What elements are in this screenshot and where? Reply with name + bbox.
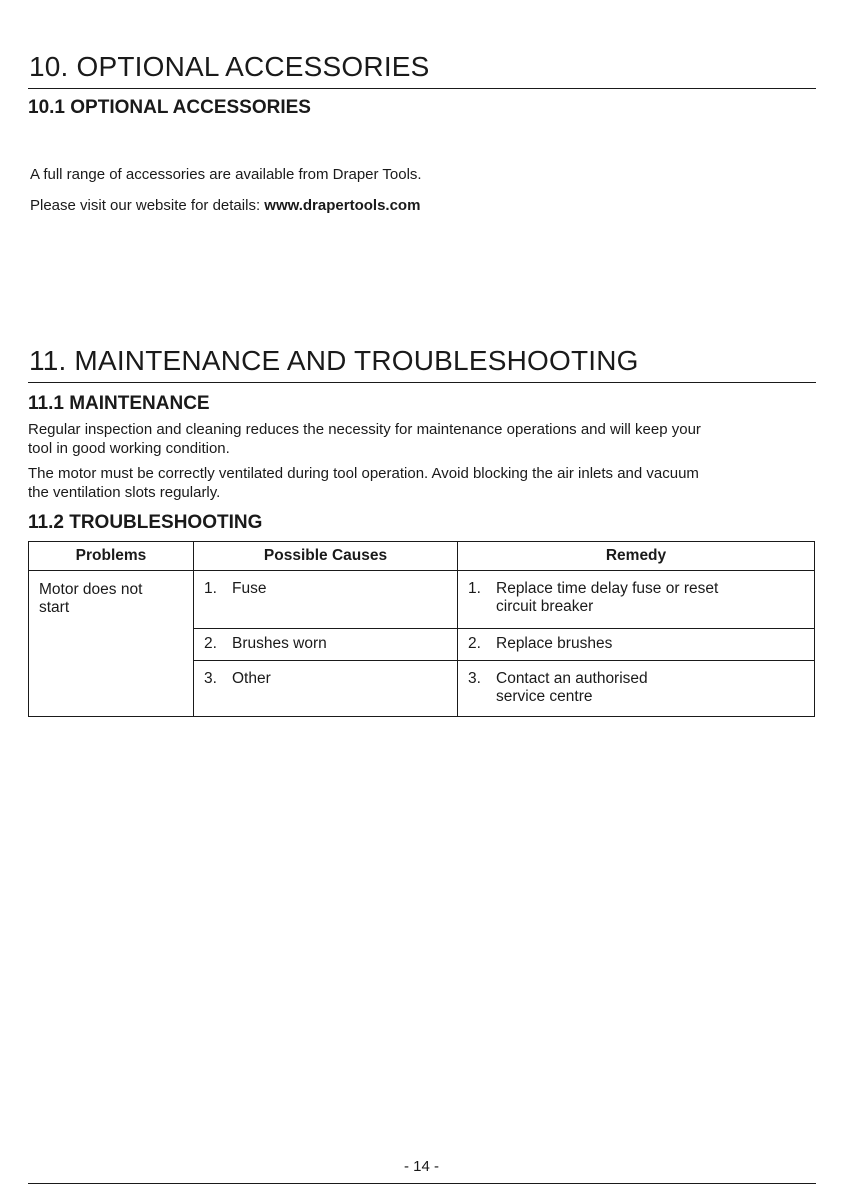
subsection-11-1-heading: 11.1 MAINTENANCE xyxy=(28,393,210,414)
problem-line-1: Motor does not xyxy=(39,581,143,598)
website-paragraph xyxy=(30,197,420,215)
subsection-10-1-heading: 10.1 OPTIONAL ACCESSORIES xyxy=(28,97,311,118)
section-11-heading: 11. MAINTENANCE AND TROUBLESHOOTING xyxy=(29,345,639,376)
remedy-number: 2. xyxy=(468,635,481,652)
cause-number: 1. xyxy=(204,580,217,597)
footer-rule xyxy=(28,1183,816,1184)
remedy-cell-2 xyxy=(458,629,815,661)
troubleshooting-table xyxy=(28,541,815,717)
cause-cell-1 xyxy=(194,571,458,629)
header-remedy: Remedy xyxy=(458,542,815,571)
problem-line-2: start xyxy=(39,599,70,616)
remedy-line-2: circuit breaker xyxy=(496,598,594,615)
cause-cell-3 xyxy=(194,661,458,717)
section-10-heading: 10. OPTIONAL ACCESSORIES xyxy=(29,51,430,82)
remedy-line-2: service centre xyxy=(496,688,593,705)
maintenance-paragraph-1-line-1: Regular inspection and cleaning reduces the necessity for maintenance operations and will keep your xyxy=(28,421,701,438)
remedy-number: 3. xyxy=(468,670,481,687)
section-10-rule xyxy=(28,88,816,89)
cause-number: 3. xyxy=(204,670,217,687)
table-row xyxy=(29,571,815,629)
maintenance-paragraph-2-line-1: The motor must be correctly ventilated during tool operation. Avoid blocking the air inlets and vacuum xyxy=(28,465,699,482)
accessories-paragraph: A full range of accessories are available from Draper Tools. xyxy=(30,166,422,183)
subsection-11-2-heading: 11.2 TROUBLESHOOTING xyxy=(28,512,263,533)
header-problems: Problems xyxy=(29,542,194,571)
cause-number: 2. xyxy=(204,635,217,652)
remedy-line-1: Replace brushes xyxy=(496,635,613,652)
maintenance-paragraph-1-line-2: tool in good working condition. xyxy=(28,440,230,457)
section-11-rule xyxy=(28,382,816,383)
website-link[interactable]: www.drapertools.com xyxy=(264,197,421,214)
cause-cell-2 xyxy=(194,629,458,661)
maintenance-paragraph-2-line-2: the ventilation slots regularly. xyxy=(28,484,221,501)
header-possible-causes: Possible Causes xyxy=(194,542,458,571)
remedy-cell-1 xyxy=(458,571,815,629)
cause-text: Other xyxy=(232,670,271,687)
website-prefix: Please visit our website for details: xyxy=(30,197,265,214)
remedy-line-1: Replace time delay fuse or reset xyxy=(496,580,719,597)
problem-cell xyxy=(29,571,194,717)
page-number: - 14 - xyxy=(403,1158,439,1175)
cause-text: Fuse xyxy=(232,580,267,597)
remedy-cell-3 xyxy=(458,661,815,717)
remedy-number: 1. xyxy=(468,580,481,597)
remedy-line-1: Contact an authorised xyxy=(496,670,648,687)
cause-text: Brushes worn xyxy=(232,635,327,652)
table-header-row xyxy=(29,542,815,571)
